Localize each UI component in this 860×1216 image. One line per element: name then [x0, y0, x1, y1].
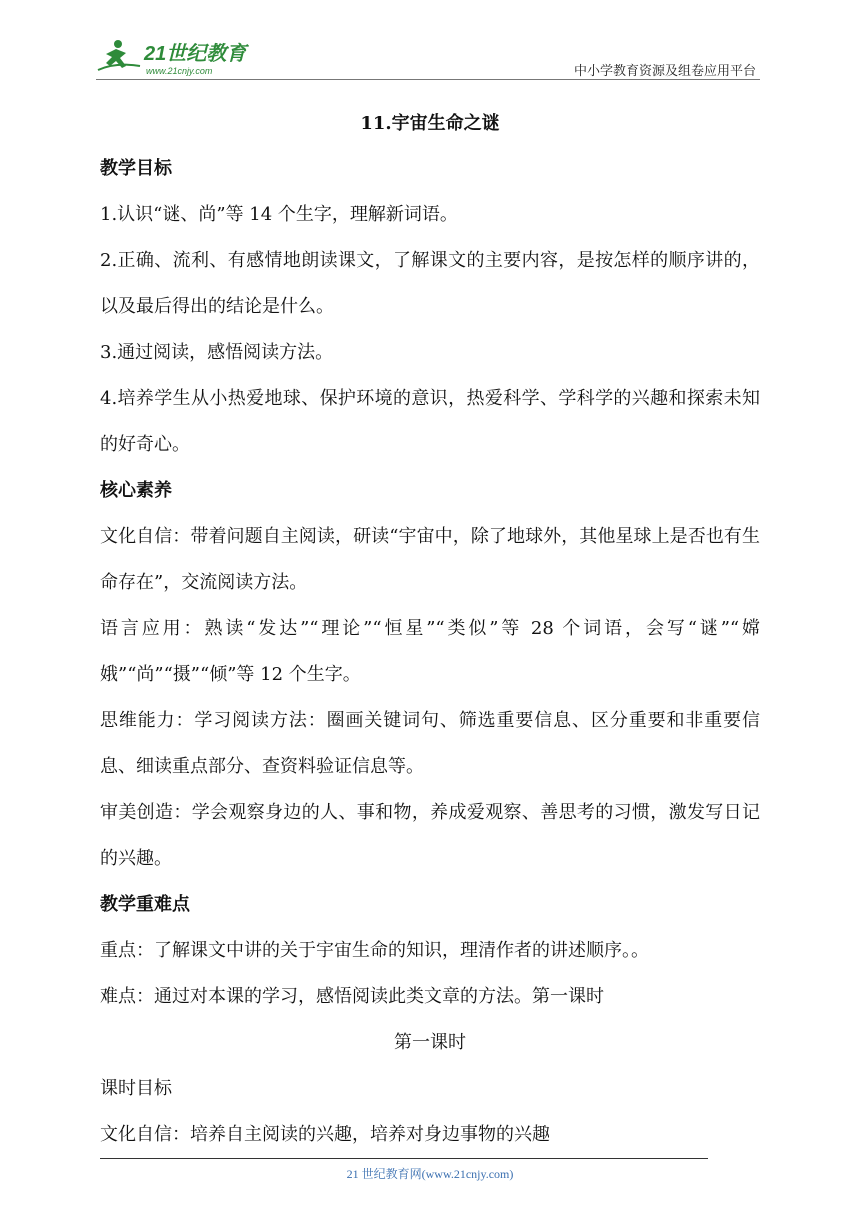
literacy-item: 审美创造：学会观察身边的人、事和物，养成爱观察、善思考的习惯，激发写日记的兴趣。 — [100, 802, 760, 869]
section-heading-teaching-goals: 教学目标 — [100, 158, 172, 179]
document-body — [100, 100, 760, 1158]
literacy-item: 文化自信：带着问题自主阅读，研读“宇宙中，除了地球外，其他星球上是否也有生命存在”，交流阅读方法。 — [100, 526, 760, 593]
goal-item: 4.培养学生从小热爱地球、保护环境的意识，热爱科学、学科学的兴趣和探索未知的好奇心。 — [100, 388, 760, 455]
platform-name: 中小学教育资源及组卷应用平台 — [573, 64, 756, 79]
key-point-item: 重点：了解课文中讲的关于宇宙生命的知识，理清作者的讲述顺序。。 — [100, 940, 649, 961]
svg-text:21世纪教育: 21世纪教育 — [144, 43, 247, 65]
header-divider — [96, 79, 760, 80]
key-point-item: 难点：通过对本课的学习，感悟阅读此类文章的方法。第一课时 — [100, 986, 604, 1007]
lesson-goal-text: 文化自信：培养自主阅读的兴趣，培养对身边事物的兴趣 — [100, 1124, 550, 1145]
logo-21cnjy — [96, 36, 266, 80]
lesson-title: 第一课时 — [394, 1032, 466, 1053]
footer-divider — [100, 1158, 708, 1159]
goal-item: 3.通过阅读，感悟阅读方法。 — [100, 342, 334, 363]
document-title: 11.宇宙生命之谜 — [360, 113, 500, 134]
literacy-item: 思维能力：学习阅读方法：圈画关键词句、筛选重要信息、区分重要和非重要信息、细读重点部分、查资料验证信息等。 — [100, 710, 760, 777]
lesson-goal-label: 课时目标 — [100, 1078, 172, 1099]
page-header — [0, 0, 860, 90]
goal-item: 2.正确、流利、有感情地朗读课文，了解课文的主要内容，是按怎样的顺序讲的，以及最后得出的结论是什么。 — [100, 250, 760, 317]
section-heading-key-points: 教学重难点 — [100, 894, 190, 915]
footer-text: 21 世纪教育网(www.21cnjy.com) — [346, 1167, 514, 1181]
goal-item: 1.认识“谜、尚”等 14 个生字，理解新词语。 — [100, 204, 458, 225]
section-heading-core-literacy: 核心素养 — [100, 480, 172, 501]
literacy-item: 语言应用：熟读“发达”“理论”“恒星”“类似”等 28 个词语，会写“谜”“嫦娥”“尚”“摄”“倾”等 12 个生字。 — [100, 618, 760, 685]
svg-text:www.21cnjy.com: www.21cnjy.com — [146, 66, 213, 76]
